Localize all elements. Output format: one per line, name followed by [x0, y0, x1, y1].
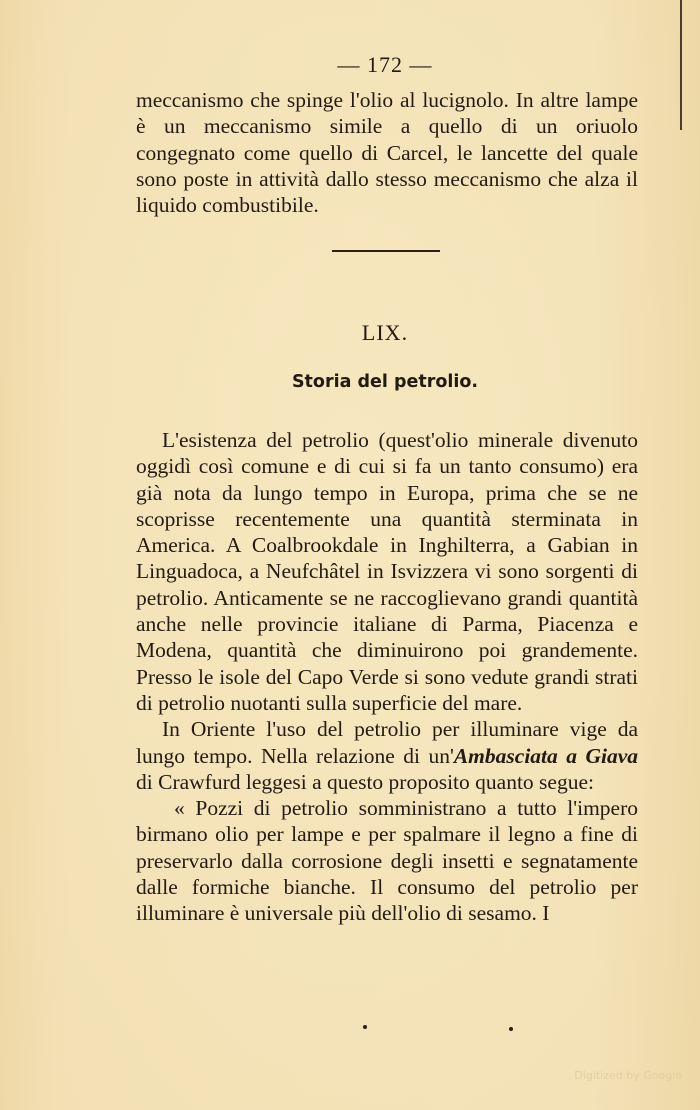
ink-speck — [509, 1027, 513, 1031]
book-title-reference: Ambasciata a Giava — [453, 743, 638, 768]
chapter-title: Storia del petrolio. — [291, 372, 479, 392]
digitization-watermark: Digitized by Google — [574, 1069, 682, 1082]
paragraph-2-end: di Crawfurd leggesi a questo proposito quanto segue: — [136, 769, 594, 794]
ink-speck — [363, 1025, 367, 1029]
section-divider — [332, 250, 440, 252]
paragraph-2-start: In Oriente l'uso del petrolio per illuminare vige da lungo tempo. Nella relazione di un' — [136, 717, 638, 768]
continuation-text: meccanismo che spinge l'olio al lucignolo. In altre lampe è un meccanismo simile a quello di un oriuolo congegnato come quello di Carcel, le lancette del quale sono poste in attività dallo stesso meccanismo che alza il liquido combustibile. — [136, 88, 638, 218]
paragraph-3-quote: « Pozzi di petrolio somministrano a tutto l'impero birmano olio per lampe e per spalmare il legno a fine di preservarlo dalla corrosione degli insetti e segnatamente dalle formiche bianche. Il consumo del petrolio per illuminare è universale più dell'olio di sesamo. I — [136, 796, 638, 926]
page-number-header: — 172 — — [337, 52, 433, 77]
continuation-paragraph — [136, 87, 638, 218]
paragraph-1: L'esistenza del petrolio (quest'olio minerale divenuto oggidì così comune e di cui si fa un tanto consumo) era già nota da lungo tempo in Europa, prima che se ne scoprisse recentemente una quantità sterminata in America. A Coalbrookdale in Inghilterra, a Gabian in Linguadoca, a Neufchâtel in Isvizzera vi sono sorgenti di petrolio. Anticamente se ne raccoglievano grandi quantità anche nelle provincie italiane di Parma, Piacenza e Modena, quantità che diminuirono poi grandemente. Presso le isole del Capo Verde si sono vedute grandi strati di petrolio nuotanti sulla superficie del mare. — [136, 428, 638, 715]
chapter-number: LIX. — [361, 320, 409, 345]
chapter-body — [136, 427, 638, 927]
paragraph-2 — [136, 716, 638, 795]
